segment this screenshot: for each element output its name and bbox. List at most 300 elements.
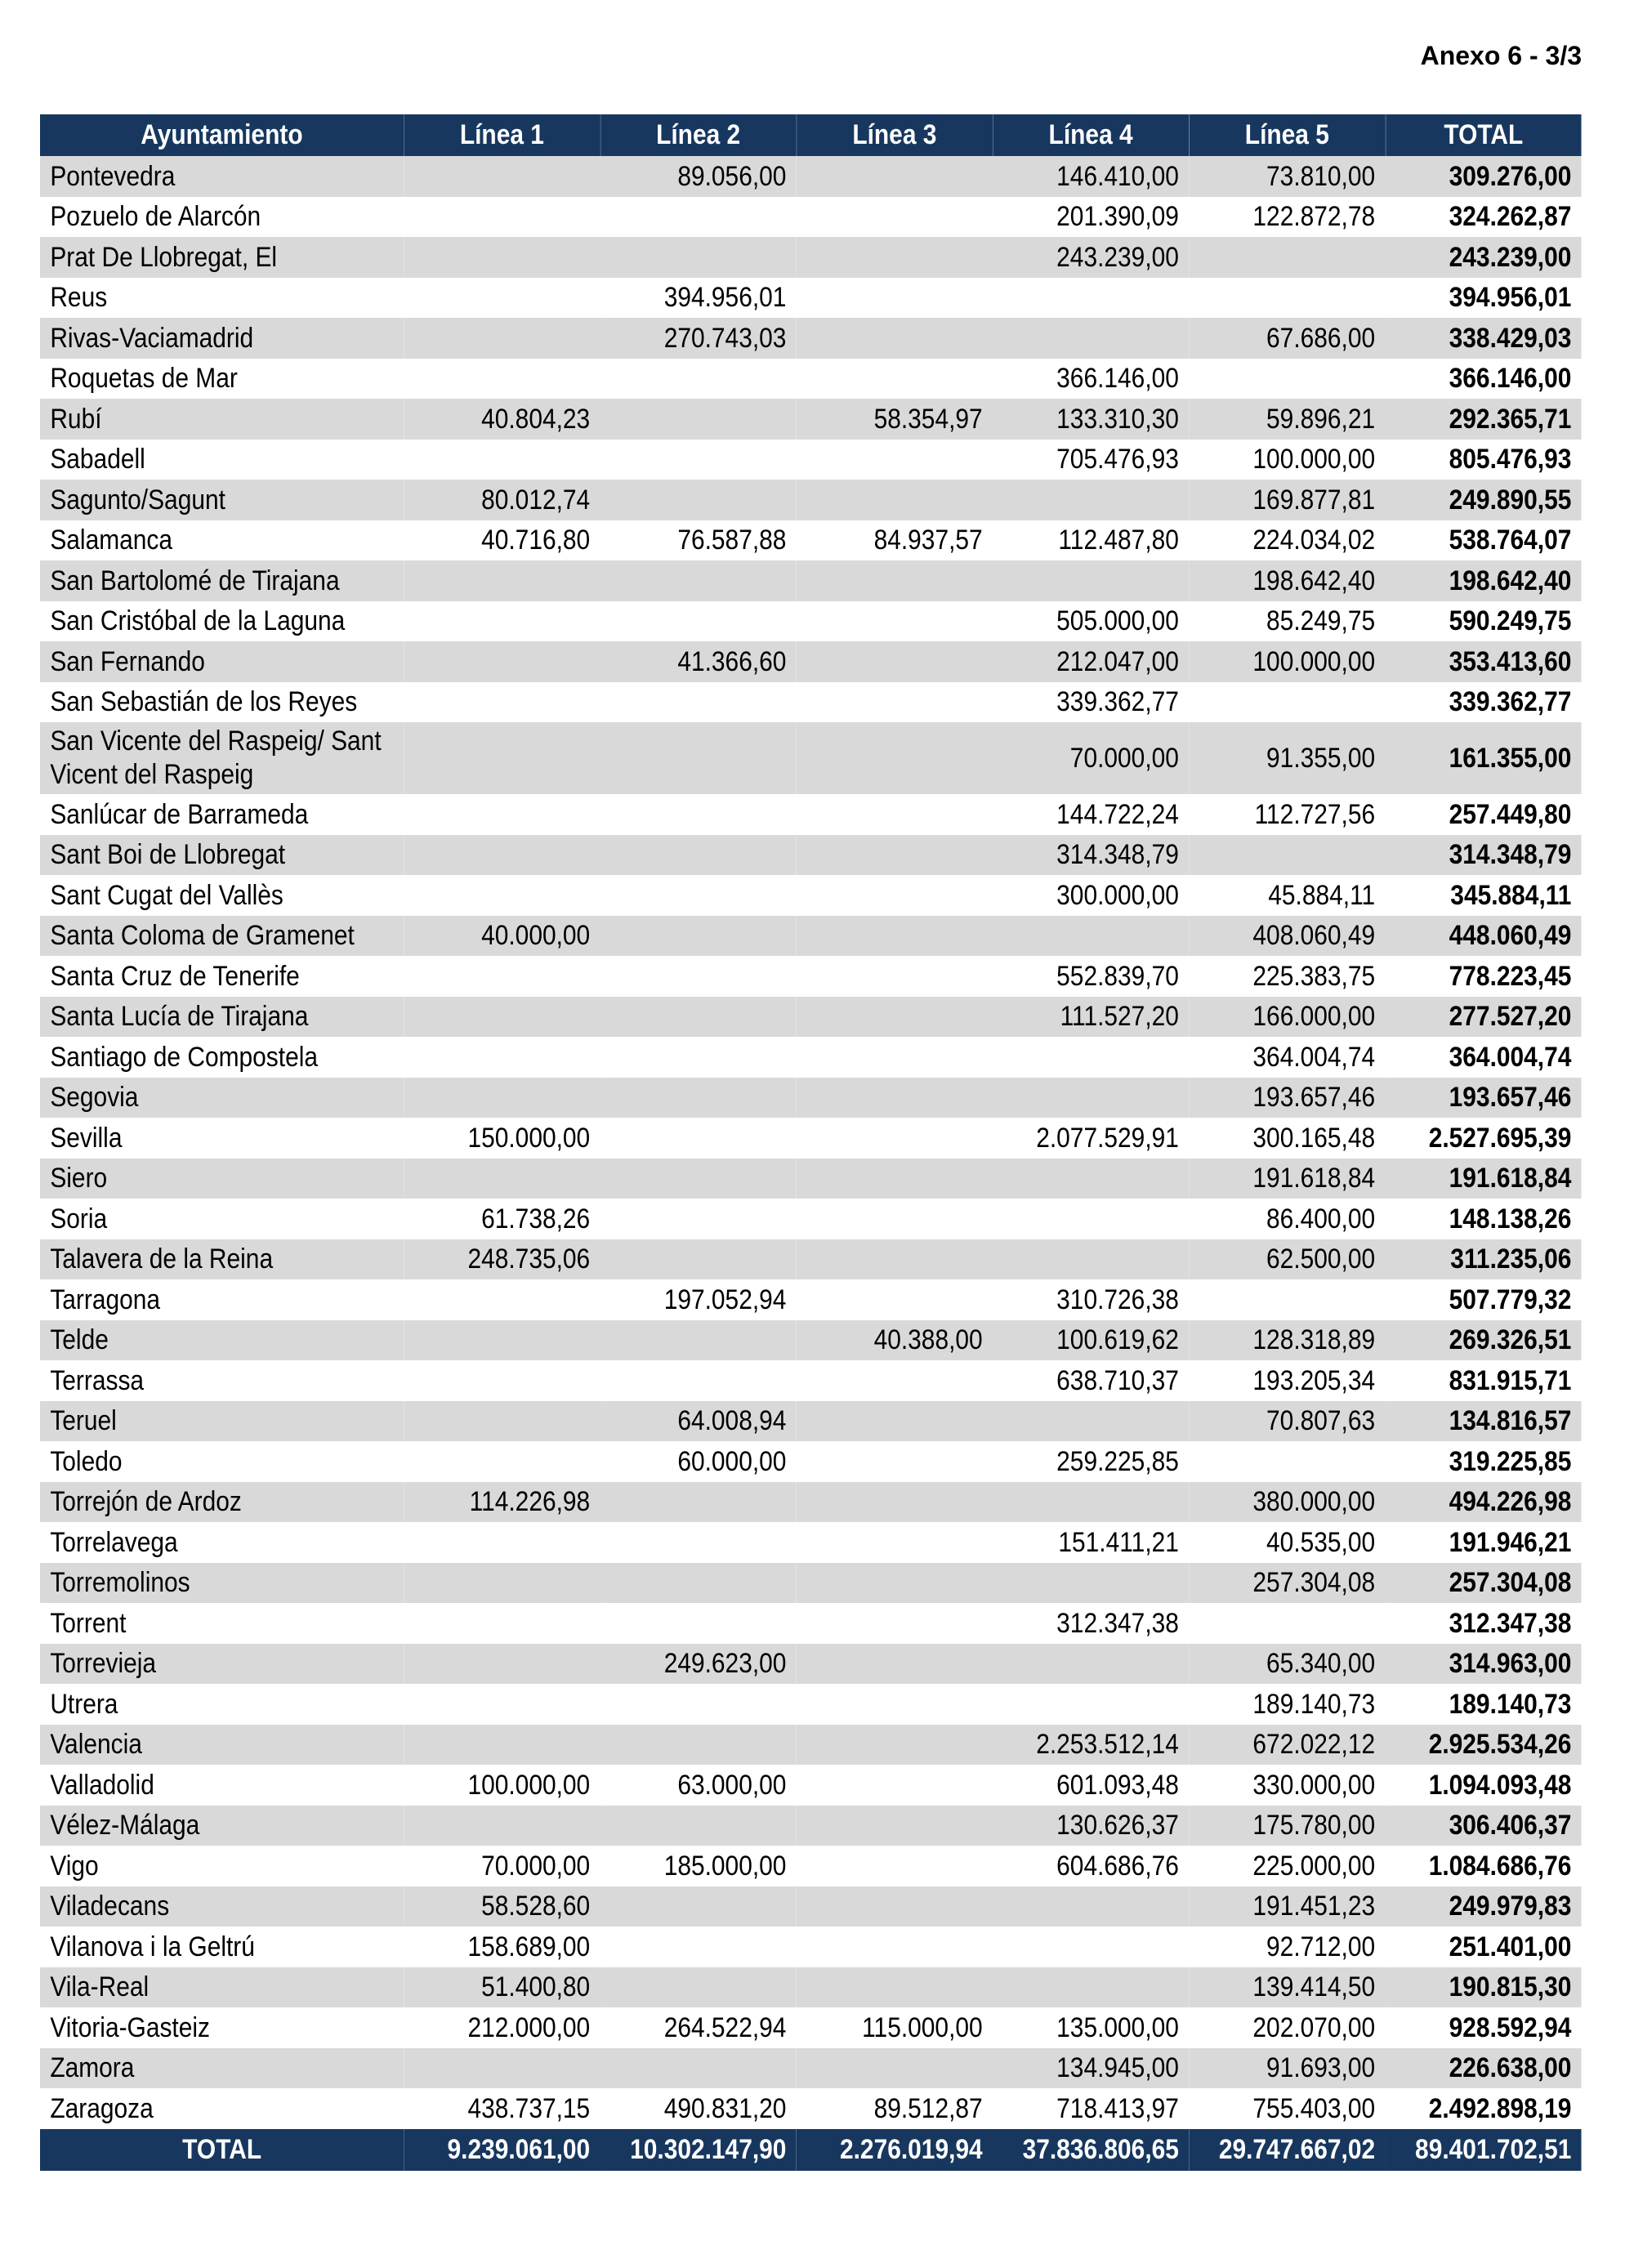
amount-cell [600, 1360, 797, 1401]
municipality-cell: Sant Boi de Llobregat [40, 835, 404, 876]
row-total-cell: 277.527,20 [1385, 997, 1581, 1038]
amount-cell: 257.304,08 [1189, 1563, 1385, 1604]
municipality-cell: Sevilla [40, 1118, 404, 1159]
amount-cell [797, 1037, 993, 1078]
table-row [40, 1603, 1582, 1644]
amount-cell [600, 1239, 797, 1280]
table-row [40, 1725, 1582, 1766]
amount-cell [600, 1118, 797, 1159]
row-total-cell: 191.618,84 [1385, 1159, 1581, 1199]
municipality-cell: Segovia [40, 1078, 404, 1118]
amount-cell: 151.411,21 [993, 1522, 1189, 1563]
amount-cell [797, 278, 993, 319]
municipality-cell: San Sebastián de los Reyes [40, 682, 404, 723]
amount-cell: 84.937,57 [797, 520, 993, 561]
amount-cell [993, 916, 1189, 957]
amount-cell [404, 1078, 600, 1118]
amount-cell [797, 1684, 993, 1725]
amount-cell: 91.693,00 [1189, 2048, 1385, 2089]
table-row [40, 560, 1582, 601]
amount-cell [993, 1401, 1189, 1442]
row-total-cell: 1.094.093,48 [1385, 1765, 1581, 1806]
amount-cell: 80.012,74 [404, 480, 600, 520]
amount-cell: 212.047,00 [993, 641, 1189, 682]
amount-cell [600, 1967, 797, 2008]
amount-cell [797, 1926, 993, 1967]
amount-cell [1189, 1279, 1385, 1320]
amount-cell [797, 956, 993, 997]
table-row [40, 641, 1582, 682]
amount-cell: 166.000,00 [1189, 997, 1385, 1038]
amount-cell [993, 1926, 1189, 1967]
row-total-cell: 394.956,01 [1385, 278, 1581, 319]
amount-cell: 67.686,00 [1189, 318, 1385, 359]
amount-cell: 144.722,24 [993, 794, 1189, 835]
row-total-cell: 243.239,00 [1385, 237, 1581, 278]
table-row [40, 875, 1582, 916]
municipality-cell: Rivas-Vaciamadrid [40, 318, 404, 359]
amount-cell [600, 722, 797, 794]
municipality-cell: Vélez-Málaga [40, 1806, 404, 1846]
total-cell: 89.401.702,51 [1385, 2129, 1581, 2171]
table-row [40, 1967, 1582, 2008]
amount-cell: 193.657,46 [1189, 1078, 1385, 1118]
table-row [40, 1078, 1582, 1118]
municipality-cell: Valencia [40, 1725, 404, 1766]
amount-cell: 2.077.529,91 [993, 1118, 1189, 1159]
amount-cell: 705.476,93 [993, 440, 1189, 480]
row-total-cell: 831.915,71 [1385, 1360, 1581, 1401]
amount-cell [404, 156, 600, 197]
amount-cell: 201.390,09 [993, 197, 1189, 238]
table-row [40, 1563, 1582, 1604]
amount-cell [404, 794, 600, 835]
table-row [40, 1118, 1582, 1159]
amount-cell: 58.354,97 [797, 399, 993, 440]
amount-cell [404, 1279, 600, 1320]
municipality-cell: Torrent [40, 1603, 404, 1644]
table-row [40, 1765, 1582, 1806]
amount-cell: 70.000,00 [404, 1846, 600, 1886]
column-header: Línea 2 [600, 114, 797, 156]
amount-cell [797, 641, 993, 682]
amount-cell: 755.403,00 [1189, 2088, 1385, 2129]
amount-cell: 366.146,00 [993, 359, 1189, 400]
amount-cell: 70.807,63 [1189, 1401, 1385, 1442]
amount-cell: 202.070,00 [1189, 2007, 1385, 2048]
amount-cell [797, 2048, 993, 2089]
amount-cell: 89.512,87 [797, 2088, 993, 2129]
column-header: Ayuntamiento [40, 114, 404, 156]
amount-cell: 197.052,94 [600, 1279, 797, 1320]
table-row [40, 480, 1582, 520]
amount-cell [404, 1806, 600, 1846]
amount-cell [600, 835, 797, 876]
amount-cell: 601.093,48 [993, 1765, 1189, 1806]
municipality-cell: Tarragona [40, 1279, 404, 1320]
amount-cell: 364.004,74 [1189, 1037, 1385, 1078]
amount-cell [404, 956, 600, 997]
amount-cell [1189, 682, 1385, 723]
table-row [40, 1037, 1582, 1078]
municipality-cell: Santa Lucía de Tirajana [40, 997, 404, 1038]
amount-cell [797, 197, 993, 238]
amount-cell [600, 794, 797, 835]
amount-cell: 212.000,00 [404, 2007, 600, 2048]
amount-cell: 41.366,60 [600, 641, 797, 682]
amount-cell [797, 1360, 993, 1401]
amount-cell [797, 318, 993, 359]
amount-cell: 65.340,00 [1189, 1644, 1385, 1685]
amount-cell [404, 1401, 600, 1442]
amount-cell [797, 1765, 993, 1806]
amount-cell [797, 997, 993, 1038]
row-total-cell: 190.815,30 [1385, 1967, 1581, 2008]
amount-cell [600, 1522, 797, 1563]
amount-cell [797, 875, 993, 916]
table-row [40, 1644, 1582, 1685]
amount-cell [797, 1401, 993, 1442]
row-total-cell: 193.657,46 [1385, 1078, 1581, 1118]
row-total-cell: 311.235,06 [1385, 1239, 1581, 1280]
amount-cell [600, 359, 797, 400]
municipality-cell: Vitoria-Gasteiz [40, 2007, 404, 2048]
amount-cell [797, 682, 993, 723]
amount-cell: 314.348,79 [993, 835, 1189, 876]
row-total-cell: 306.406,37 [1385, 1806, 1581, 1846]
amount-cell: 672.022,12 [1189, 1725, 1385, 1766]
amount-cell: 380.000,00 [1189, 1482, 1385, 1523]
amount-cell: 438.737,15 [404, 2088, 600, 2129]
amount-cell: 73.810,00 [1189, 156, 1385, 197]
amount-cell: 225.383,75 [1189, 956, 1385, 997]
amount-cell: 86.400,00 [1189, 1199, 1385, 1239]
municipality-cell: Viladecans [40, 1886, 404, 1927]
municipality-cell: Torrelavega [40, 1522, 404, 1563]
amount-cell: 505.000,00 [993, 601, 1189, 642]
amount-cell: 40.535,00 [1189, 1522, 1385, 1563]
municipality-cell: Sanlúcar de Barrameda [40, 794, 404, 835]
municipality-cell: Salamanca [40, 520, 404, 561]
table-row [40, 1320, 1582, 1361]
table-row [40, 956, 1582, 997]
amount-cell [993, 278, 1189, 319]
municipality-cell: Santa Cruz de Tenerife [40, 956, 404, 997]
table-row [40, 1482, 1582, 1523]
row-total-cell: 353.413,60 [1385, 641, 1581, 682]
amount-cell: 135.000,00 [993, 2007, 1189, 2048]
table-row [40, 1360, 1582, 1401]
amount-cell [600, 1603, 797, 1644]
amount-cell: 100.000,00 [1189, 641, 1385, 682]
amount-cell: 128.318,89 [1189, 1320, 1385, 1361]
amount-cell: 259.225,85 [993, 1441, 1189, 1482]
amount-cell: 193.205,34 [1189, 1360, 1385, 1401]
row-total-cell: 507.779,32 [1385, 1279, 1581, 1320]
amount-cell [404, 1644, 600, 1685]
amount-cell [797, 1522, 993, 1563]
municipality-cell: Zaragoza [40, 2088, 404, 2129]
amount-cell: 191.451,23 [1189, 1886, 1385, 1927]
total-cell: 10.302.147,90 [600, 2129, 797, 2171]
table-header-row [40, 114, 1582, 156]
amount-cell [1189, 359, 1385, 400]
table-row [40, 916, 1582, 957]
totals-row [40, 2129, 1582, 2171]
amount-cell: 112.487,80 [993, 520, 1189, 561]
amount-cell [797, 1199, 993, 1239]
amount-cell [600, 601, 797, 642]
municipality-cell: Reus [40, 278, 404, 319]
table-row [40, 835, 1582, 876]
table-row [40, 2088, 1582, 2129]
amount-cell: 112.727,56 [1189, 794, 1385, 835]
amount-cell [404, 560, 600, 601]
amount-cell: 249.623,00 [600, 1644, 797, 1685]
amount-cell [600, 916, 797, 957]
amount-cell [600, 1725, 797, 1766]
municipality-cell: Telde [40, 1320, 404, 1361]
amount-cell [797, 440, 993, 480]
column-header: TOTAL [1385, 114, 1581, 156]
amount-cell [993, 1239, 1189, 1280]
amount-cell [404, 1603, 600, 1644]
amount-cell [600, 399, 797, 440]
amount-cell [600, 237, 797, 278]
amount-cell: 92.712,00 [1189, 1926, 1385, 1967]
row-total-cell: 226.638,00 [1385, 2048, 1581, 2089]
row-total-cell: 928.592,94 [1385, 2007, 1581, 2048]
amount-cell [404, 1159, 600, 1199]
municipality-cell: Sant Cugat del Vallès [40, 875, 404, 916]
amount-cell [404, 835, 600, 876]
amount-cell [797, 916, 993, 957]
amount-cell: 62.500,00 [1189, 1239, 1385, 1280]
amount-cell [404, 1320, 600, 1361]
total-cell: 2.276.019,94 [797, 2129, 993, 2171]
amount-cell [600, 1926, 797, 1967]
amount-cell [600, 197, 797, 238]
amount-cell: 111.527,20 [993, 997, 1189, 1038]
amount-cell: 85.249,75 [1189, 601, 1385, 642]
amount-cell: 100.000,00 [1189, 440, 1385, 480]
amount-cell [600, 560, 797, 601]
municipality-cell: Zamora [40, 2048, 404, 2089]
amount-cell: 339.362,77 [993, 682, 1189, 723]
amount-cell: 51.400,80 [404, 1967, 600, 2008]
amount-cell [404, 1522, 600, 1563]
amount-cell [797, 1967, 993, 2008]
amount-cell [797, 1159, 993, 1199]
amount-cell [993, 480, 1189, 520]
amount-cell: 40.804,23 [404, 399, 600, 440]
amount-cell [797, 480, 993, 520]
table-row [40, 1846, 1582, 1886]
table-row [40, 237, 1582, 278]
amount-cell [797, 1239, 993, 1280]
row-total-cell: 314.963,00 [1385, 1644, 1581, 1685]
amount-cell [404, 237, 600, 278]
total-cell: 37.836.806,65 [993, 2129, 1189, 2171]
amount-cell: 139.414,50 [1189, 1967, 1385, 2008]
amount-cell [404, 682, 600, 723]
row-total-cell: 2.527.695,39 [1385, 1118, 1581, 1159]
column-header: Línea 3 [797, 114, 993, 156]
amount-cell [797, 722, 993, 794]
amount-cell: 189.140,73 [1189, 1684, 1385, 1725]
amount-cell: 114.226,98 [404, 1482, 600, 1523]
municipality-cell: Torrevieja [40, 1644, 404, 1685]
amount-cell [797, 1563, 993, 1604]
amount-cell [404, 601, 600, 642]
amount-cell: 270.743,03 [600, 318, 797, 359]
row-total-cell: 191.946,21 [1385, 1522, 1581, 1563]
amount-cell [797, 359, 993, 400]
amount-cell [600, 1199, 797, 1239]
amount-cell: 248.735,06 [404, 1239, 600, 1280]
amount-cell [797, 560, 993, 601]
amount-cell [600, 1159, 797, 1199]
municipality-cell: San Vicente del Raspeig/ Sant Vicent del Raspeig [40, 722, 404, 794]
row-total-cell: 590.249,75 [1385, 601, 1581, 642]
amount-cell [797, 1725, 993, 1766]
table-row [40, 794, 1582, 835]
amount-cell: 310.726,38 [993, 1279, 1189, 1320]
amount-cell [600, 2048, 797, 2089]
table-row [40, 1684, 1582, 1725]
amount-cell [1189, 835, 1385, 876]
municipality-cell: Siero [40, 1159, 404, 1199]
amount-cell: 100.000,00 [404, 1765, 600, 1806]
table-row [40, 359, 1582, 400]
table-row [40, 1926, 1582, 1967]
table-row [40, 440, 1582, 480]
amount-cell [404, 440, 600, 480]
amount-cell: 146.410,00 [993, 156, 1189, 197]
row-total-cell: 339.362,77 [1385, 682, 1581, 723]
table-row [40, 2048, 1582, 2089]
table-row [40, 1401, 1582, 1442]
row-total-cell: 366.146,00 [1385, 359, 1581, 400]
totals-label: TOTAL [40, 2129, 404, 2171]
amount-cell [404, 722, 600, 794]
amount-cell: 70.000,00 [993, 722, 1189, 794]
row-total-cell: 134.816,57 [1385, 1401, 1581, 1442]
amount-cell [600, 1078, 797, 1118]
amount-cell [404, 278, 600, 319]
amount-cell [600, 1563, 797, 1604]
amount-cell [404, 1684, 600, 1725]
amount-cell: 40.716,80 [404, 520, 600, 561]
amount-cell [797, 1279, 993, 1320]
municipality-cell: Pozuelo de Alarcón [40, 197, 404, 238]
table-row [40, 399, 1582, 440]
table-row [40, 682, 1582, 723]
amount-cell [600, 1320, 797, 1361]
amount-cell: 243.239,00 [993, 237, 1189, 278]
total-cell: 29.747.667,02 [1189, 2129, 1385, 2171]
row-total-cell: 319.225,85 [1385, 1441, 1581, 1482]
row-total-cell: 805.476,93 [1385, 440, 1581, 480]
amount-cell: 45.884,11 [1189, 875, 1385, 916]
row-total-cell: 249.890,55 [1385, 480, 1581, 520]
row-total-cell: 257.304,08 [1385, 1563, 1581, 1604]
row-total-cell: 2.492.898,19 [1385, 2088, 1581, 2129]
table-row [40, 1806, 1582, 1846]
amount-cell [600, 480, 797, 520]
amount-cell [1189, 237, 1385, 278]
amount-cell [797, 1441, 993, 1482]
amount-cell [993, 1684, 1189, 1725]
municipality-cell: Torrejón de Ardoz [40, 1482, 404, 1523]
amount-cell [404, 997, 600, 1038]
amount-cell: 60.000,00 [600, 1441, 797, 1482]
amount-cell [600, 440, 797, 480]
amount-cell [797, 1078, 993, 1118]
amount-cell: 130.626,37 [993, 1806, 1189, 1846]
amount-cell [404, 1037, 600, 1078]
amount-cell [1189, 278, 1385, 319]
amount-cell [797, 1644, 993, 1685]
table-row [40, 1279, 1582, 1320]
amount-cell: 300.000,00 [993, 875, 1189, 916]
amount-cell [600, 1806, 797, 1846]
amount-cell: 224.034,02 [1189, 520, 1385, 561]
amount-cell [993, 560, 1189, 601]
amount-cell: 40.000,00 [404, 916, 600, 957]
amount-cell [993, 1563, 1189, 1604]
table-row [40, 520, 1582, 561]
funding-table [40, 114, 1582, 2171]
amount-cell: 133.310,30 [993, 399, 1189, 440]
amount-cell [600, 997, 797, 1038]
amount-cell [797, 794, 993, 835]
amount-cell [993, 1078, 1189, 1118]
amount-cell: 312.347,38 [993, 1603, 1189, 1644]
amount-cell [600, 1684, 797, 1725]
table-row [40, 1441, 1582, 1482]
amount-cell: 330.000,00 [1189, 1765, 1385, 1806]
row-total-cell: 269.326,51 [1385, 1320, 1581, 1361]
row-total-cell: 312.347,38 [1385, 1603, 1581, 1644]
row-total-cell: 1.084.686,76 [1385, 1846, 1581, 1886]
municipality-cell: San Fernando [40, 641, 404, 682]
table-row [40, 1886, 1582, 1927]
amount-cell [797, 1118, 993, 1159]
amount-cell [797, 1886, 993, 1927]
row-total-cell: 338.429,03 [1385, 318, 1581, 359]
municipality-cell: Torremolinos [40, 1563, 404, 1604]
municipality-cell: Vigo [40, 1846, 404, 1886]
amount-cell [797, 601, 993, 642]
row-total-cell: 538.764,07 [1385, 520, 1581, 561]
municipality-cell: Santiago de Compostela [40, 1037, 404, 1078]
amount-cell [404, 1441, 600, 1482]
amount-cell: 76.587,88 [600, 520, 797, 561]
amount-cell: 89.056,00 [600, 156, 797, 197]
amount-cell: 59.896,21 [1189, 399, 1385, 440]
amount-cell: 100.619,62 [993, 1320, 1189, 1361]
municipality-cell: Toledo [40, 1441, 404, 1482]
table-row [40, 1159, 1582, 1199]
table-row [40, 197, 1582, 238]
amount-cell: 122.872,78 [1189, 197, 1385, 238]
annex-label: Anexo 6 - 3/3 [1420, 41, 1582, 70]
amount-cell [404, 875, 600, 916]
amount-cell [600, 1037, 797, 1078]
amount-cell: 58.528,60 [404, 1886, 600, 1927]
amount-cell: 264.522,94 [600, 2007, 797, 2048]
